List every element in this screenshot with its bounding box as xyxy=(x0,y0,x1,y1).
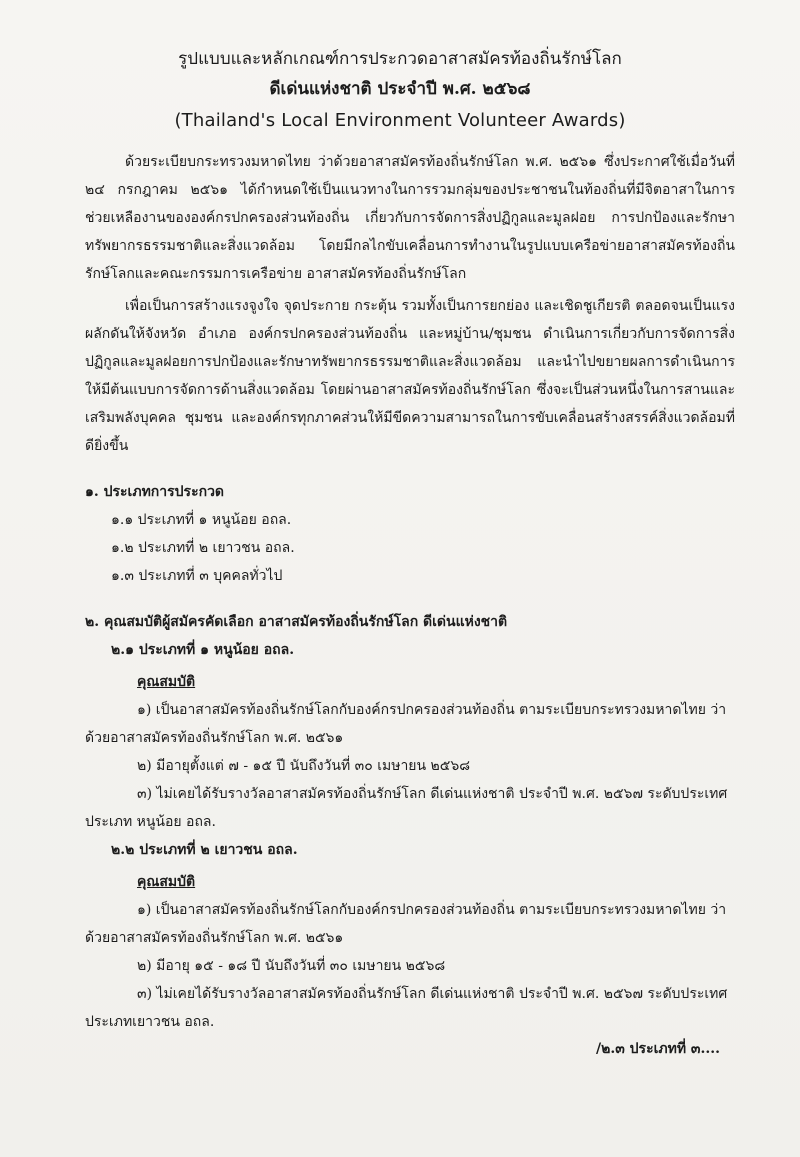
section-2-heading: ๒. คุณสมบัติผู้สมัครคัดเลือก อาสาสมัครท้องถิ่นรักษ์โลก ดีเด่นแห่งชาติ xyxy=(85,614,508,630)
section-1-item: ๑.๓ ประเภทที่ ๓ บุคคลทั่วไป xyxy=(111,568,283,584)
intro-paragraph-2-text: เพื่อเป็นการสร้างแรงจูงใจ จุดประกาย กระตุ้น รวมทั้งเป็นการยกย่อง และเชิดชูเกียรติ ตลอดจนเป็นแรงผลักดันให้จังหวัด อำเภอ องค์กรปกครองส่วนท้องถิ่น และหมู่บ้าน/ชุมชน ดำเนินการเกี่ยวกับการจัดการสิ่งปฏิกูลและมูลฝอยการปกป้องและรักษาทรัพยากรธรรมชาติและสิ่งแวดล้อม และนำไปขยายผลการดำเนินการให้มีต้นแบบการจัดการด้านสิ่งแวดล้อม โดยผ่านอาสาสมัครท้องถิ่นรักษ์โลก ซึ่งจะเป็นส่วนหนึ่งในการสานและเสริมพลังบุคคล ชุมชน และองค์กรทุกภาคส่วนให้มีขีดความสามารถในการขับเคลื่อนสร้างสรรค์สิ่งแวดล้อมที่ดียิ่งขึ้น xyxy=(85,298,735,454)
section-1-item: ๑.๒ ประเภทที่ ๒ เยาวชน อถล. xyxy=(111,540,295,556)
section-2-1-requirement: ๓) ไม่เคยได้รับรางวัลอาสาสมัครท้องถิ่นรักษ์โลก ดีเด่นแห่งชาติ ประจำปี พ.ศ. ๒๕๖๗ ระดับประเทศ ประเภท หนูน้อย อถล. xyxy=(85,786,728,830)
section-2-1-requirement: ๑) เป็นอาสาสมัครท้องถิ่นรักษ์โลกกับองค์กรปกครองส่วนท้องถิ่น ตามระเบียบกระทรวงมหาดไทย ว่าด้วยอาสาสมัครท้องถิ่นรักษ์โลก พ.ศ. ๒๕๖๑ xyxy=(85,702,727,746)
section-2-1-requirement: ๒) มีอายุตั้งแต่ ๗ - ๑๕ ปี นับถึงวันที่ ๓๐ เมษายน ๒๕๖๘ xyxy=(137,758,471,774)
intro-paragraph-1 xyxy=(85,148,735,288)
document-body xyxy=(85,148,735,1036)
section-2-2-requirement: ๑) เป็นอาสาสมัครท้องถิ่นรักษ์โลกกับองค์กรปกครองส่วนท้องถิ่น ตามระเบียบกระทรวงมหาดไทย ว่าด้วยอาสาสมัครท้องถิ่นรักษ์โลก พ.ศ. ๒๕๖๑ xyxy=(85,902,727,946)
document-english-title: (Thailand's Local Environment Volunteer Awards) xyxy=(174,110,626,131)
section-1-heading: ๑. ประเภทการประกวด xyxy=(85,484,225,500)
section-2-2-qualification-label: คุณสมบัติ xyxy=(137,874,196,890)
section-2-1-qualification-label: คุณสมบัติ xyxy=(137,674,196,690)
section-2-2-requirement: ๒) มีอายุ ๑๕ - ๑๘ ปี นับถึงวันที่ ๓๐ เมษายน ๒๕๖๘ xyxy=(137,958,446,974)
section-2-2-heading: ๒.๒ ประเภทที่ ๒ เยาวชน อถล. xyxy=(111,842,298,858)
section-2-1-heading: ๒.๑ ประเภทที่ ๑ หนูน้อย อถล. xyxy=(111,642,295,658)
intro-paragraph-2 xyxy=(85,292,735,460)
intro-paragraph-1-text: ด้วยระเบียบกระทรวงมหาดไทย ว่าด้วยอาสาสมัครท้องถิ่นรักษ์โลก พ.ศ. ๒๕๖๑ ซึ่งประกาศใช้เมื่อวันที่ ๒๔ กรกฎาคม ๒๕๖๑ ได้กำหนดใช้เป็นแนวทางในการรวมกลุ่มของประชาชนในท้องถิ่นที่มีจิตอาสาในการช่วยเหลืองานขององค์กรปกครองส่วนท้องถิ่น เกี่ยวกับการจัดการสิ่งปฏิกูลและมูลฝอย การปกป้องและรักษาทรัพยากรธรรมชาติและสิ่งแวดล้อม โดยมีกลไกขับเคลื่อนการทำงานในรูปแบบเครือข่ายอาสาสมัครท้องถิ่นรักษ์โลกและคณะกรรมการเครือข่าย อาสาสมัครท้องถิ่นรักษ์โลก xyxy=(85,154,735,282)
page-continuation-note: /๒.๓ ประเภทที่ ๓.... xyxy=(596,1041,720,1057)
section-1-item: ๑.๑ ประเภทที่ ๑ หนูน้อย อถล. xyxy=(111,512,292,528)
title-block xyxy=(0,44,800,138)
section-2-2-requirement: ๓) ไม่เคยได้รับรางวัลอาสาสมัครท้องถิ่นรักษ์โลก ดีเด่นแห่งชาติ ประจำปี พ.ศ. ๒๕๖๗ ระดับประเทศ ประเภทเยาวชน อถล. xyxy=(85,986,728,1030)
document-subtitle: ดีเด่นแห่งชาติ ประจำปี พ.ศ. ๒๕๖๘ xyxy=(269,79,531,99)
document-title: รูปแบบและหลักเกณฑ์การประกวดอาสาสมัครท้องถิ่นรักษ์โลก xyxy=(178,49,622,69)
